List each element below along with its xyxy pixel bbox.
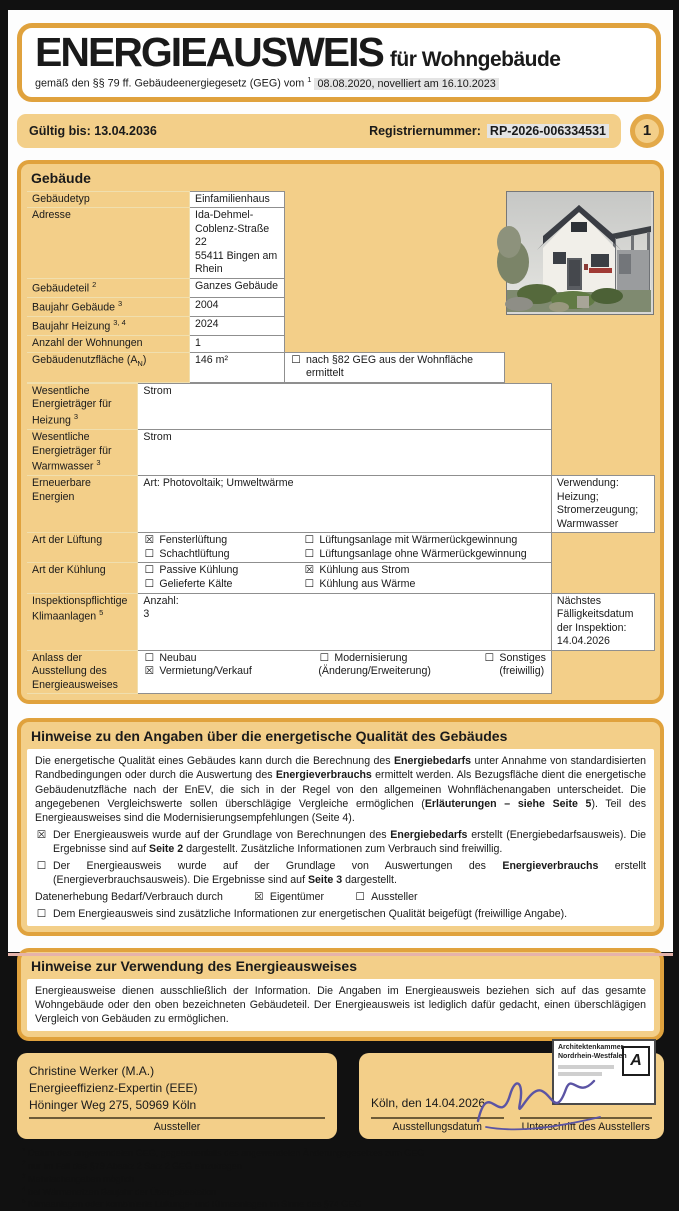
checkbox-unchecked-icon: ☐ <box>144 651 155 664</box>
inspection-count: Anzahl: 3 <box>138 593 552 650</box>
chamber-stamp <box>552 1039 656 1105</box>
address-line1: Ida-Dehmel-Coblenz-Straße 22 <box>195 209 270 249</box>
table-row <box>27 208 504 279</box>
checkbox-unchecked-icon: ☐ <box>355 891 365 904</box>
law-footnote-mark: 1 <box>307 75 312 85</box>
footer <box>17 1044 664 1139</box>
table-row <box>27 278 504 297</box>
checkbox-checked-icon: ☒ <box>36 828 47 841</box>
row-label: Wesentliche Energieträger für Warmwasser $^3$ <box>27 429 138 475</box>
table-row <box>27 298 504 317</box>
row-label: Gebäudeteil $^2$ <box>27 278 190 297</box>
issuer-address: Höninger Weg 275, 50969 Köln <box>29 1098 197 1113</box>
stamp-text-bar <box>558 1065 614 1069</box>
house-photo-illustration <box>507 192 651 312</box>
chamber-logo-icon: A <box>622 1046 650 1076</box>
valid-until: Gültig bis: 13.04.2036 <box>29 123 157 138</box>
quality-item-bedarf: ☒ Der Energieausweis wurde auf der Grundlage von Berechnungen des Energiebedarfs erstellt (Energiebedarfsausweis). Die Ergebnisse sind auf Seite 2 dargestellt. Zusätzliche Informationen zum Verbrauch sind freiwillig. <box>36 828 646 855</box>
checkbox-checked-icon: ☒ <box>144 534 155 547</box>
checkbox-unchecked-icon: ☐ <box>144 577 155 590</box>
row-label: Gebäudenutzfläche $(A_N)$ <box>27 352 190 382</box>
data-collection-line: Datenerhebung Bedarf/Verbrauch durch ☒ Eigentümer ☐ Aussteller <box>35 891 418 904</box>
law-prefix: gemäß den §§ 79 ff. Gebäudeenergiegesetz (GEG) vom <box>35 77 305 90</box>
table-row <box>27 650 654 694</box>
table-row <box>27 383 654 429</box>
checkbox-unchecked-icon: ☐ <box>36 859 47 872</box>
building-table-top <box>27 191 505 383</box>
checkbox-unchecked-icon: ☐ <box>36 908 47 921</box>
issue-date-column <box>371 1096 504 1133</box>
row-value: 2024 <box>190 317 285 336</box>
registration-group <box>369 124 609 138</box>
cooling-options: ☐ Passive Kühlung ☐ Gelieferte Kälte ☒ Kühlung aus Strom ☐ Kühlung aus Wärme <box>138 563 552 593</box>
page-title: ENERGIEAUSWEIS <box>35 29 383 75</box>
row-label: Baujahr Gebäude $^3$ <box>27 298 190 317</box>
table-row <box>27 476 654 533</box>
usage-panel: Energieausweise dienen ausschließlich der Information. Die Angaben im Energieausweis beziehen sich auf das gesamte Wohngebäude oder den oben bezeichneten Gebäudeteil. Der Energieausweis ist lediglich dafür gedacht, einen überschlägigen Vergleich von Gebäuden zu ermöglichen. <box>27 979 654 1031</box>
footnote: $^1$ Datum des angewendeten GEG, gegebenenfalls des angewendeten Änderungsgesetzes zum GEG <box>22 1147 425 1159</box>
table-row <box>27 336 504 353</box>
validity-row <box>17 114 664 148</box>
section-usage-notes <box>17 948 664 1041</box>
page-subtitle: für Wohngebäude <box>389 48 561 71</box>
inspection-due: Nächstes Fälligkeitsdatum der Inspektion: 14.04.2026 <box>551 593 654 650</box>
table-row <box>27 352 504 382</box>
quality-paragraph: Die energetische Qualität eines Gebäudes kann durch die Berechnung des Energiebedarfs unter Annahme von standardisierten Randbedingungen oder durch die Auswertung des Energieverbrauchs ermittelt werden. Als Bezugsfläche dient die energetische Gebäudenutzfläche nach der EnEV, die sich in der Regel von den allgemeinen Wohnflächenangaben unterscheidet. Die angegebenen Vergleichswerte sollen überschlägige Vergleiche ermöglichen (Erläuterungen – siehe Seite 5). Teil des Energieausweises sind die Modernisierungsempfehlungen (Seite 4). <box>35 755 646 824</box>
building-section-title: Gebäude <box>31 169 91 186</box>
checkbox-checked-icon: ☒ <box>144 665 155 678</box>
checkbox-checked-icon: ☒ <box>304 564 315 577</box>
issuer-box <box>17 1053 337 1139</box>
signature-label: Unterschrift des Ausstellers <box>520 1117 653 1133</box>
checkbox-unchecked-icon: ☐ <box>144 547 155 560</box>
footnote: $^4$ bei Wärmenetzen Baujahr der Übergabestation <box>22 1185 217 1197</box>
checkbox-unchecked-icon: ☐ <box>144 564 155 577</box>
law-date-highlight: 08.08.2020, novelliert am 16.10.2023 <box>314 78 498 90</box>
checkbox-unchecked-icon: ☐ <box>304 547 315 560</box>
quality-panel <box>27 749 654 926</box>
table-row <box>27 593 654 650</box>
document-page <box>8 10 673 1210</box>
checkbox-unchecked-icon: ☐ <box>304 577 315 590</box>
checkbox-unchecked-icon: ☐ <box>319 651 330 664</box>
table-row <box>27 429 654 475</box>
usage-section-title: Hinweise zur Verwendung des Energieausweises <box>31 958 358 975</box>
table-row <box>27 563 654 593</box>
scan-artifact-strip <box>8 953 673 956</box>
issue-place-date: Köln, den 14.04.2026 <box>371 1096 486 1111</box>
issuer-role-label: Aussteller <box>29 1117 325 1133</box>
issuer-qualification: Energieeffizienz-Expertin (EEE) <box>29 1081 198 1096</box>
row-value: Ganzes Gebäude <box>190 278 285 297</box>
row-label: Adresse <box>27 208 190 279</box>
row-label: Anlass der Ausstellung des Energieausweises <box>27 650 138 694</box>
row-label: Art der Lüftung <box>27 533 138 563</box>
building-table-bottom <box>27 383 655 695</box>
stamp-text-bar <box>558 1072 602 1076</box>
quality-section-title: Hinweise zu den Angaben über die energetische Qualität des Gebäudes <box>31 728 508 745</box>
area-value: 146 m² <box>190 352 285 382</box>
row-value: 2004 <box>190 298 285 317</box>
signature-column <box>520 1112 653 1133</box>
stamp-line1: Architektenkammer <box>558 1044 624 1052</box>
registration-value: RP-2026-006334531 <box>487 124 609 138</box>
table-row <box>27 191 504 208</box>
ventilation-options: ☒ Fensterlüftung ☐ Schachtlüftung ☐ Lüftungsanlage mit Wärmerückgewinnung ☐ Lüftungsanlage ohne Wärmerückgewinnung <box>138 533 552 563</box>
row-value: Strom <box>138 429 552 475</box>
registration-label: Registriernummer: <box>369 123 481 138</box>
issue-date-label: Ausstellungsdatum <box>371 1117 504 1133</box>
table-row <box>27 533 654 563</box>
reason-modernisierung-sub: (Änderung/Erweiterung) <box>318 665 431 678</box>
address-line2: 55411 Bingen am Rhein <box>195 249 278 276</box>
issue-box <box>359 1044 664 1139</box>
row-label: Baujahr Heizung $^{3, 4}$ <box>27 317 190 336</box>
row-label: Inspektionspflichtige Klimaanlagen $^5$ <box>27 593 138 650</box>
stamp-line2: Nordrhein-Westfalen <box>558 1052 627 1060</box>
footnotes <box>22 1147 659 1210</box>
renewables-art: Art: Photovoltaik; Umweltwärme <box>138 476 552 533</box>
reason-options: ☐ Neubau ☒ Vermietung/Verkauf ☐ Modernisierung (Änderung/Erweiterung) ☐ Sonstiges (freiwillig) <box>138 650 552 694</box>
validity-band <box>17 114 621 148</box>
issuer-name: Christine Werker (M.A.) <box>29 1064 155 1079</box>
checkbox-checked-icon: ☒ <box>254 891 264 904</box>
row-value: Strom <box>138 383 552 429</box>
quality-item-additional: ☐ Dem Energieausweis sind zusätzliche Informationen zur energetischen Qualität beigefügt (freiwillige Angabe). <box>36 908 568 921</box>
area-option: ☐ nach §82 GEG aus der Wohnfläche ermittelt <box>285 352 505 382</box>
row-label: Wesentliche Energieträger für Heizung $^3$ <box>27 383 138 429</box>
row-label: Art der Kühlung <box>27 563 138 593</box>
checkbox-unchecked-icon: ☐ <box>291 353 301 366</box>
row-value <box>190 208 285 279</box>
row-label: Erneuerbare Energien <box>27 476 138 533</box>
row-value: Einfamilienhaus <box>190 191 285 208</box>
page-number-badge: 1 <box>630 114 664 148</box>
building-photo <box>506 191 654 315</box>
law-reference <box>35 75 643 90</box>
row-label: Gebäudetyp <box>27 191 190 208</box>
footnote: $^5$ Klimaanlagen oder kombinierte Lüftungs- und Klimaanlagen im Sinne des §74 GEG <box>22 1198 362 1210</box>
row-value: 1 <box>190 336 285 353</box>
section-building <box>17 160 664 705</box>
footnote: $^3$ Mehrfachangaben möglich <box>22 1172 135 1184</box>
title-box <box>17 23 661 102</box>
footnote: $^2$ nur im Fall des §79 Absatz 2 Satz 2 GEG einzutragen <box>22 1160 242 1172</box>
checkbox-unchecked-icon: ☐ <box>484 651 495 664</box>
table-row <box>27 317 504 336</box>
section-quality-notes <box>17 718 664 936</box>
renewables-verwendung: Verwendung: Heizung; Stromerzeugung; Warmwasser <box>551 476 654 533</box>
checkbox-unchecked-icon: ☐ <box>304 534 315 547</box>
quality-item-verbrauch: ☐ Der Energieausweis wurde auf der Grundlage von Auswertungen des Energieverbrauchs erstellt (Energieverbrauchsausweis). Die Ergebnisse sind auf Seite 3 dargestellt. <box>36 859 646 886</box>
row-label: Anzahl der Wohnungen <box>27 336 190 353</box>
